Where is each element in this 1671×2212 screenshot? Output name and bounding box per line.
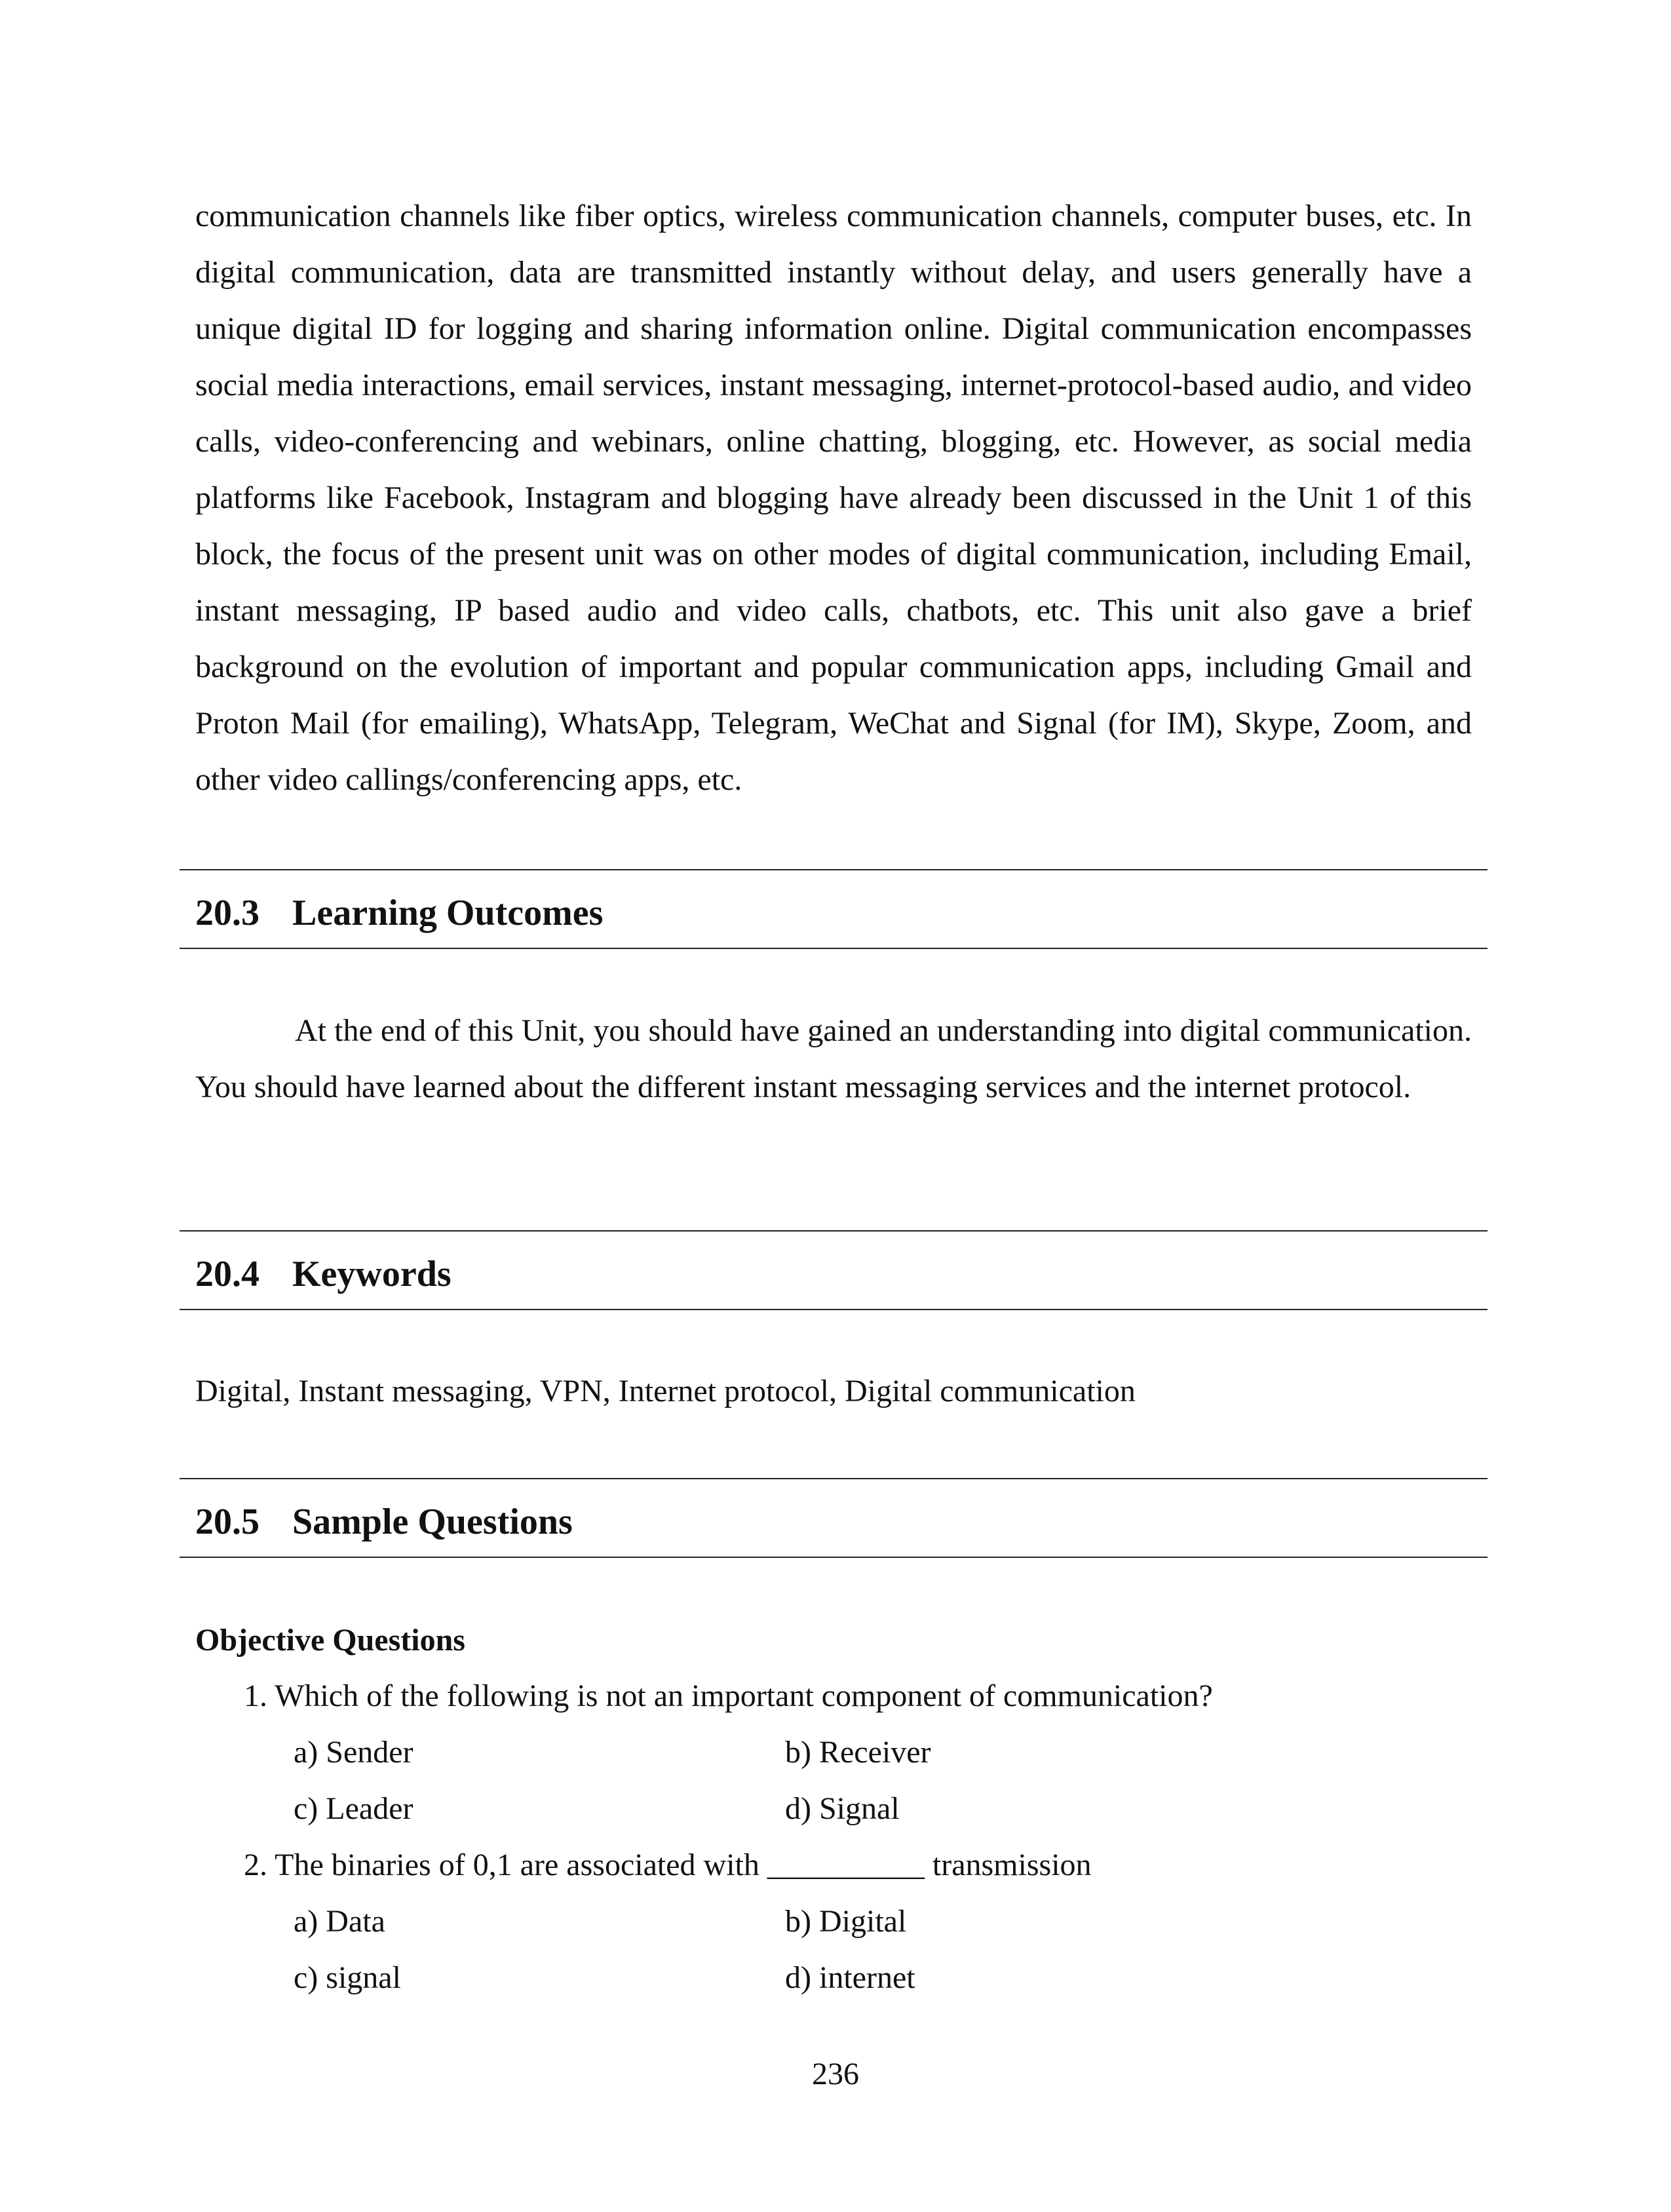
question-2: 2. The binaries of 0,1 are associated with __________ transmission xyxy=(244,1848,1092,1882)
section-heading-keywords xyxy=(195,1251,451,1297)
question-2-option-c: c) signal xyxy=(294,1960,401,1995)
question-1: 1. Which of the following is not an important component of communication? xyxy=(244,1678,1213,1713)
section-heading-learning-outcomes xyxy=(195,890,603,936)
keywords-list: Digital, Instant messaging, VPN, Internet protocol, Digital communication xyxy=(195,1374,1136,1408)
question-2-option-a: a) Data xyxy=(294,1904,385,1939)
section-rule-bottom xyxy=(180,1557,1488,1558)
section-rule-bottom xyxy=(180,948,1488,949)
section-title: Keywords xyxy=(292,1254,451,1294)
learning-outcomes-paragraph: At the end of this Unit, you should have gained an understanding into digital communication. You should have learned about the different instant messaging services and the internet protocol. xyxy=(195,1013,1472,1104)
question-2-option-b: b) Digital xyxy=(785,1904,907,1939)
section-rule-top xyxy=(180,869,1488,870)
section-heading-sample-questions xyxy=(195,1499,573,1545)
section-rule-bottom xyxy=(180,1309,1488,1310)
section-title: Learning Outcomes xyxy=(292,893,604,933)
section-title: Sample Questions xyxy=(292,1502,573,1542)
section-rule-top xyxy=(180,1230,1488,1232)
question-1-option-b: b) Receiver xyxy=(785,1735,931,1770)
section-rule-top xyxy=(180,1478,1488,1479)
section-number: 20.4 xyxy=(195,1254,259,1294)
intro-paragraph: communication channels like fiber optics, wireless communication channels, computer buses, etc. In digital communication, data are transmitted instantly without delay, and users generally have a unique digital ID for logging and sharing information online. Digital communication encompasses social media interactions, email services, instant messaging, internet-protocol-based audio, and video calls, video-conferencing and webinars, online chatting, blogging, etc. However, as social media platforms like Facebook, Instagram and blogging have already been discussed in the Unit 1 of this block, the focus of the present unit was on other modes of digital communication, including Email, instant messaging, IP based audio and video calls, chatbots, etc. This unit also gave a brief background on the evolution of important and popular communication apps, including Gmail and Proton Mail (for emailing), WhatsApp, Telegram, WeChat and Signal (for IM), Skype, Zoom, and other video callings/conferencing apps, etc. xyxy=(195,199,1472,797)
section-number: 20.3 xyxy=(195,893,259,933)
question-1-option-c: c) Leader xyxy=(294,1791,413,1826)
objective-questions-heading: Objective Questions xyxy=(195,1623,465,1658)
page-number: 236 xyxy=(812,2057,859,2091)
question-1-option-a: a) Sender xyxy=(294,1735,413,1770)
question-2-option-d: d) internet xyxy=(785,1960,915,1995)
section-number: 20.5 xyxy=(195,1502,259,1542)
question-1-option-d: d) Signal xyxy=(785,1791,900,1826)
